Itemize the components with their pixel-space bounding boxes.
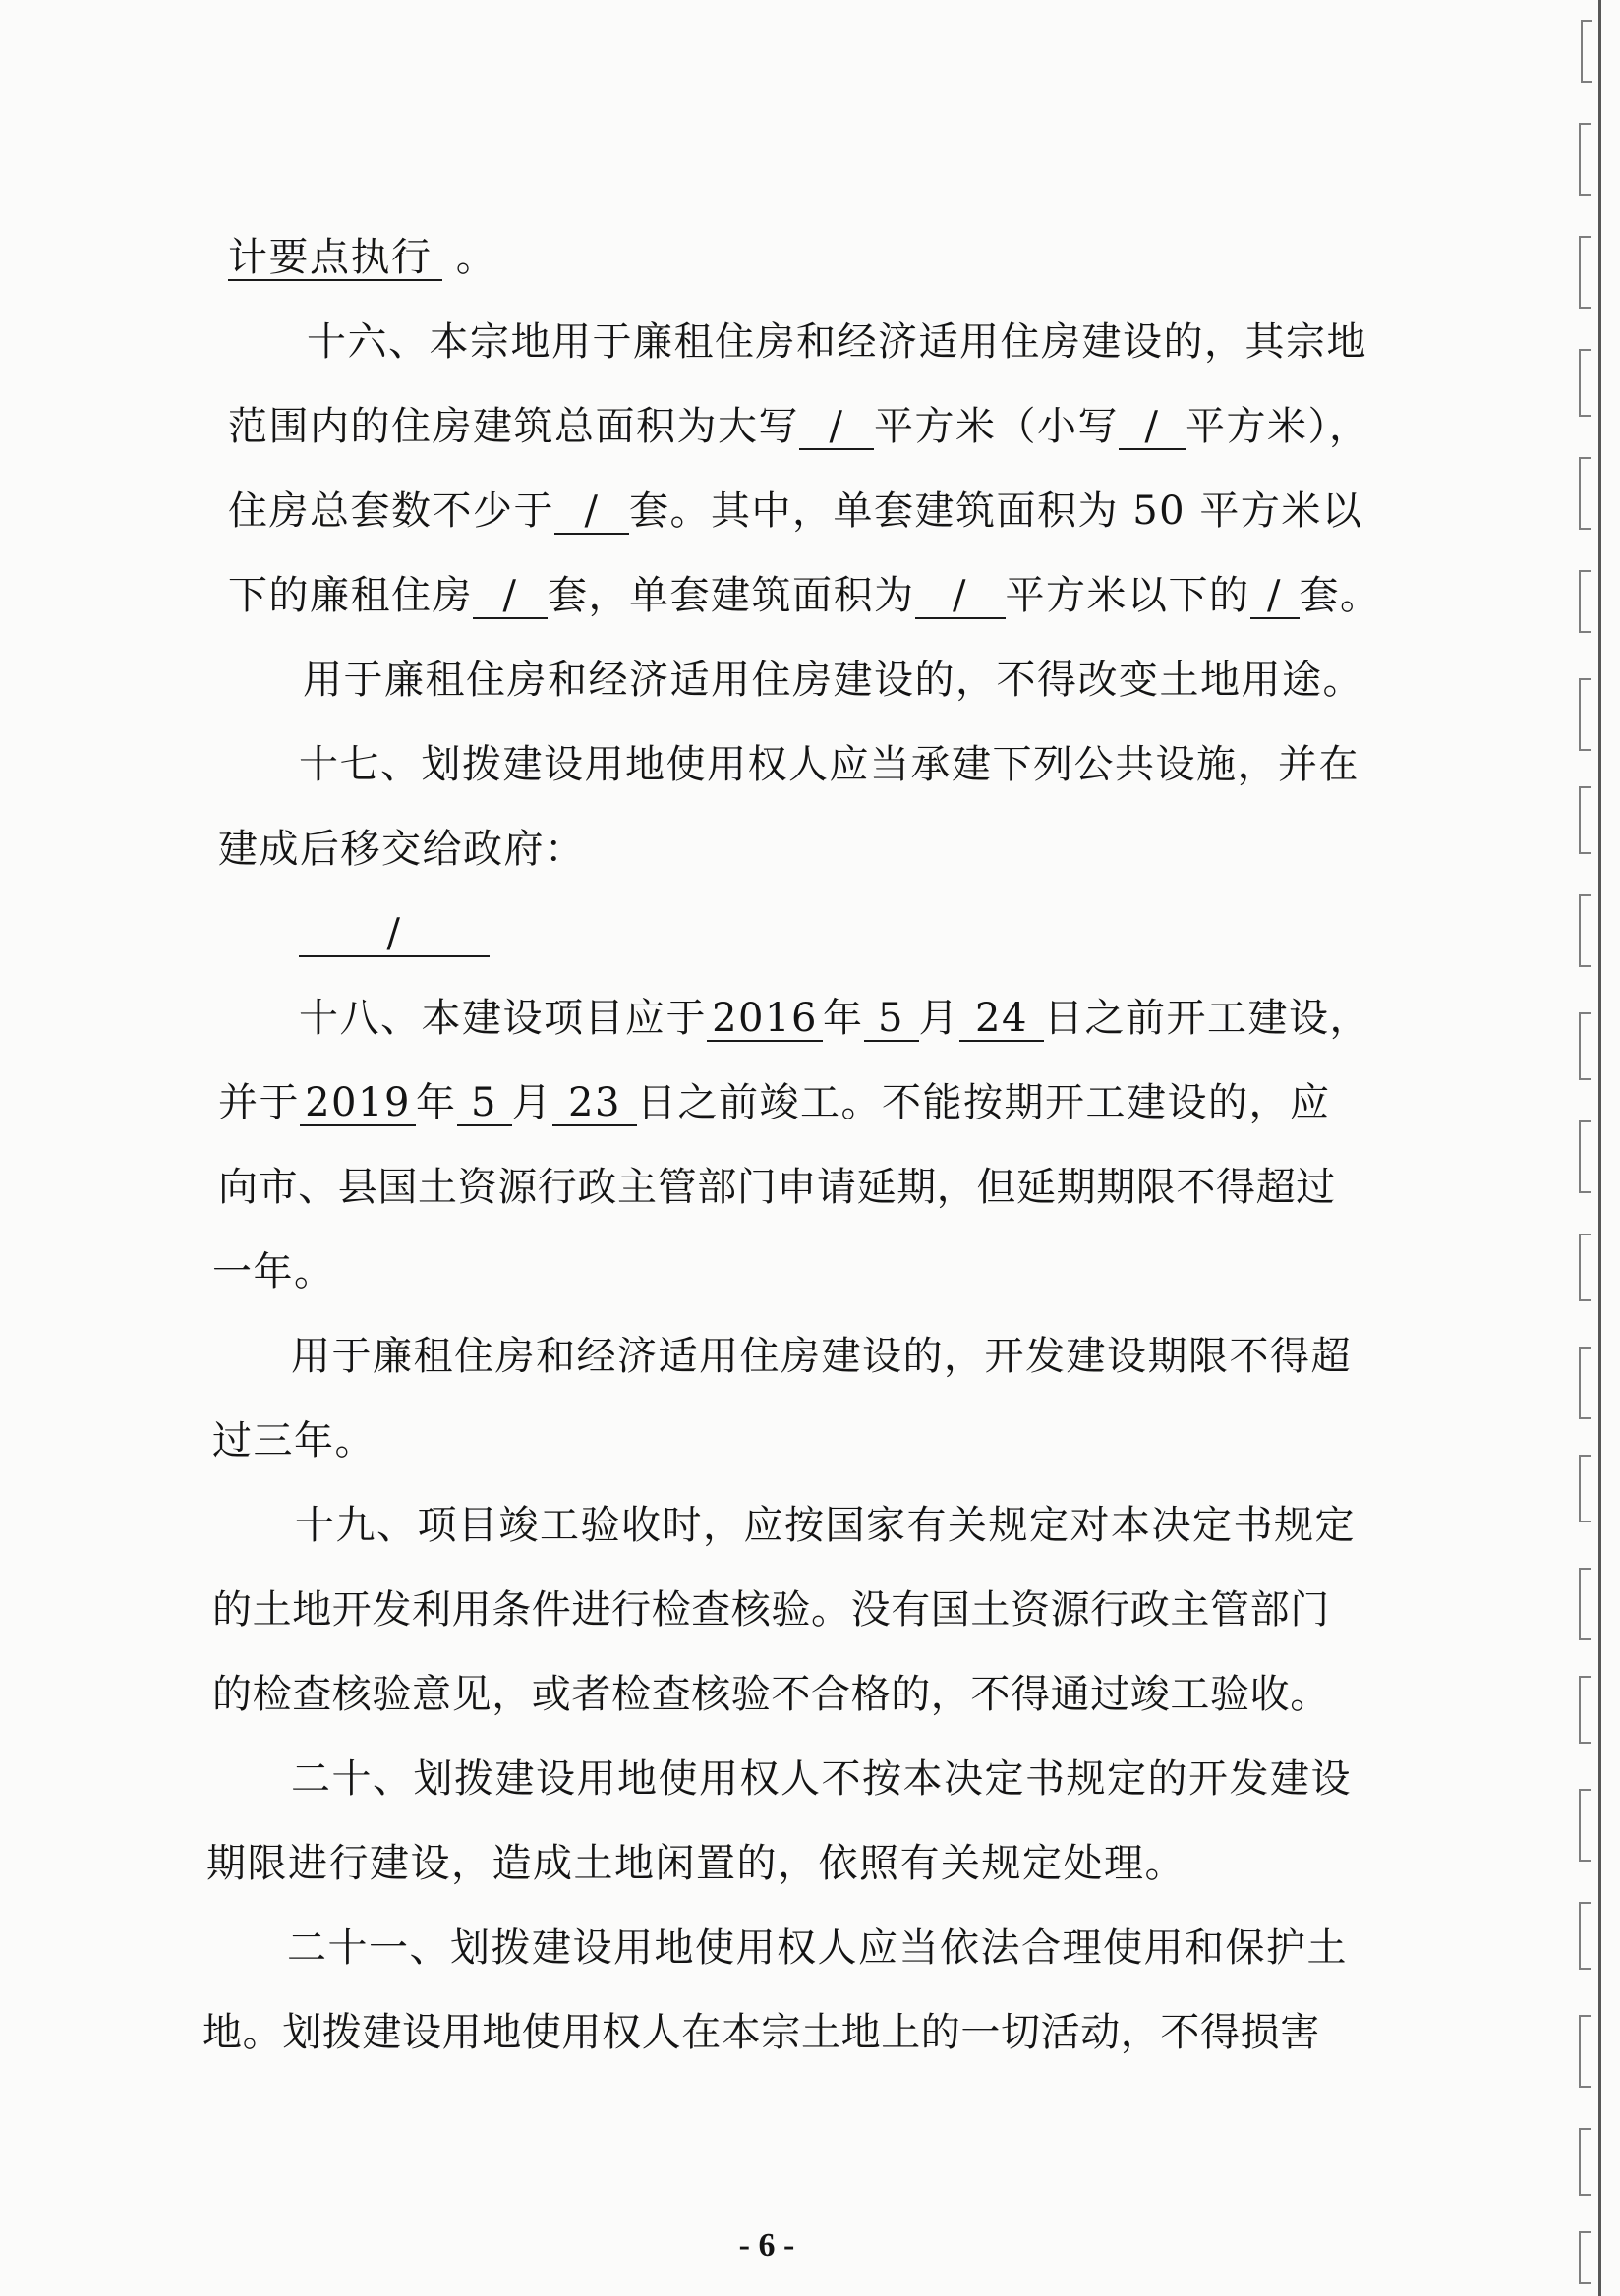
text-line: 期限进行建设，造成土地闲置的，依照有关规定处理。 — [206, 1841, 1186, 1886]
fill-in-blank: / — [554, 489, 629, 535]
fill-in-blank: / — [473, 574, 548, 619]
start-month: 5 — [864, 997, 919, 1042]
fill-in-blank: / — [915, 574, 1006, 619]
clause-19-line-1: 十九、项目竣工验收时，应按国家有关规定对本决定书规定 — [295, 1503, 1356, 1548]
text-line: 一年。 — [212, 1249, 335, 1294]
text-line: 用于廉租住房和经济适用住房建设的，开发建设期限不得超 — [291, 1334, 1352, 1379]
clause-20-line-1: 二十、划拨建设用地使用权人不按本决定书规定的开发建设 — [291, 1756, 1352, 1802]
fill-in-blank: / — [1250, 574, 1300, 619]
text-line: 用于廉租住房和经济适用住房建设的，不得改变土地用途。 — [303, 658, 1363, 703]
text-line: 范围内的住房建筑总面积为大写 / 平方米（小写 / 平方米）， — [228, 404, 1370, 449]
clause-17-line-1: 十七、划拨建设用地使用权人应当承建下列公共设施，并在 — [299, 742, 1360, 787]
binding-edge-shadow — [1541, 0, 1620, 2296]
text-line: 向市、县国土资源行政主管部门申请延期，但延期期限不得超过 — [218, 1165, 1336, 1210]
clause-18-line-1: 十八、本建设项目应于 2016 年 5 月 24 日之前开工建设， — [299, 996, 1370, 1041]
clause-16-line-1: 十六、本宗地用于廉租住房和经济适用住房建设的，其宗地 — [307, 319, 1367, 365]
text-line: 住房总套数不少于 / 套。其中，单套建筑面积为 50 平方米以 — [228, 488, 1363, 534]
underlined-text: 计要点执行 — [228, 236, 442, 281]
text-line: 地。划拨建设用地使用权人在本宗土地上的一切活动，不得损害 — [202, 2010, 1320, 2055]
completion-year: 2019 — [300, 1081, 416, 1126]
completion-day: 23 — [552, 1081, 637, 1126]
fill-in-blank: / — [1119, 405, 1186, 450]
text-line: 建成后移交给政府： — [218, 827, 586, 872]
text-line: 下的廉租住房 / 套，单套建筑面积为 / 平方米以下的 / 套。 — [228, 573, 1381, 618]
text-line: 的土地开发利用条件进行检查核验。没有国土资源行政主管部门 — [212, 1587, 1330, 1633]
text-line: 的检查核验意见，或者检查核验不合格的，不得通过竣工验收。 — [212, 1672, 1330, 1717]
fill-in-blank: / — [299, 912, 490, 957]
page-number: - 6 - — [738, 2227, 795, 2264]
clause-21-line-1: 二十一、划拨建设用地使用权人应当依法合理使用和保护土 — [287, 1925, 1348, 1971]
text-line: 计要点执行 。 — [228, 235, 497, 280]
start-day: 24 — [959, 997, 1044, 1042]
fill-in-blank: / — [799, 405, 874, 450]
text-line: 并于 2019 年 5 月 23 日之前竣工。不能按期开工建设的，应 — [218, 1080, 1331, 1125]
completion-month: 5 — [457, 1081, 512, 1126]
text-line: 过三年。 — [212, 1418, 376, 1464]
start-year: 2016 — [707, 997, 823, 1042]
public-facilities-blank — [299, 908, 490, 959]
